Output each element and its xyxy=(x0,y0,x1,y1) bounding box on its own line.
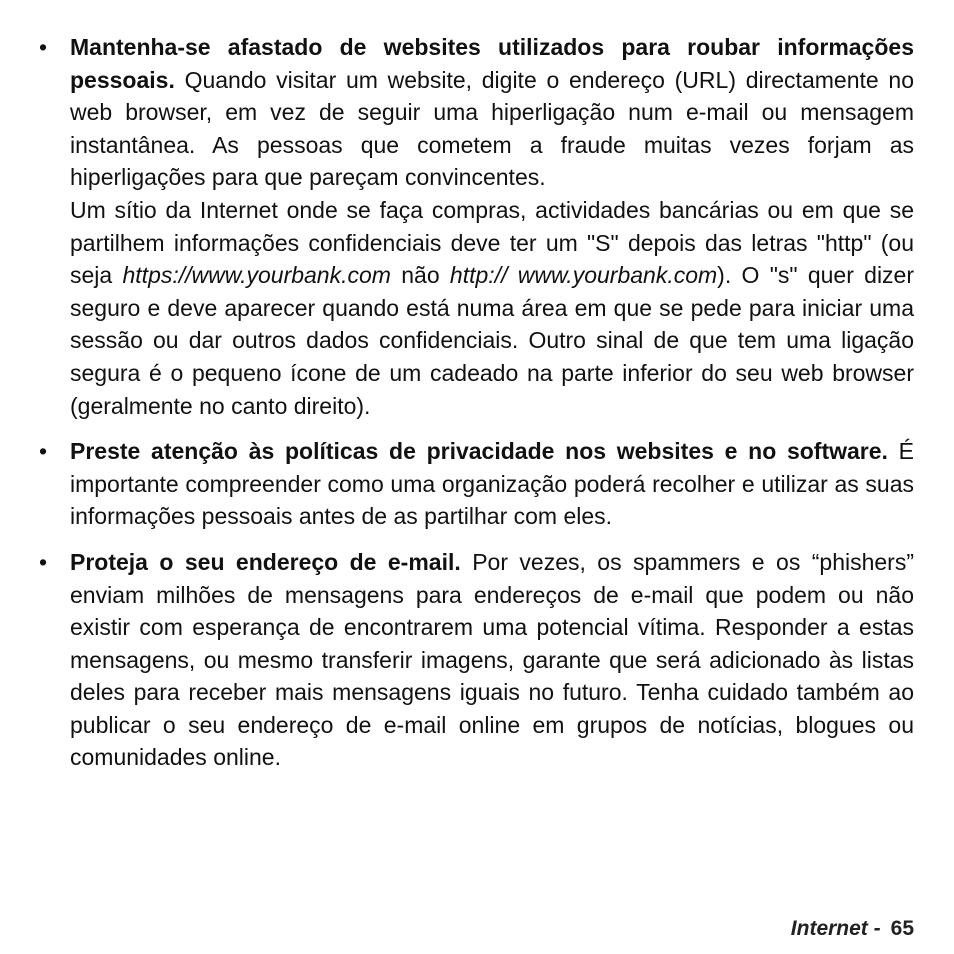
body-text: não xyxy=(390,262,450,289)
bold-lead: Preste atenção às políticas de privacidade nos websites e no software. xyxy=(70,438,888,465)
bullet-list xyxy=(36,31,914,787)
body-text: ). O "s" quer dizer seguro e deve aparecer quando está numa área em que se pede para iniciar uma sessão ou dar outros dados confidenciais. Outro sinal de que tem uma ligação segura é o pequeno ícone de um cadeado na parte inferior do seu web browser (geralmente no canto direito). xyxy=(70,262,915,419)
page-footer xyxy=(791,914,914,944)
bold-lead: Mantenha-se afastado de websites utilizados para roubar informações pessoais. xyxy=(70,34,914,93)
bold-lead: Proteja o seu endereço de e-mail. xyxy=(70,548,461,575)
body-text: Quando visitar um website, digite o endereço (URL) directamente no web browser, em vez de seguir uma hiperligação num e-mail ou mensagem instantânea. As pessoas que cometem a fraude muitas vezes forjam as hiperligações para que pareçam convincentes. xyxy=(70,66,914,191)
paragraph xyxy=(70,194,914,422)
url-example-insecure: http:// www.yourbank.com xyxy=(449,262,718,289)
footer-section-name: Internet xyxy=(790,917,868,940)
bullet-marker: • xyxy=(39,34,48,60)
bullet-marker: • xyxy=(39,548,48,575)
footer-separator: - xyxy=(867,917,881,940)
body-text: É importante compreender como uma organização poderá recolher e utilizar as suas informações pessoais antes de as partilhar com eles. xyxy=(70,438,914,530)
paragraph xyxy=(70,546,914,774)
bullet-marker: • xyxy=(39,438,48,465)
body-text: Por vezes, os spammers e os “phishers” enviam milhões de mensagens para endereços de e-mail que podem ou não existir com esperança de encontrarem uma potencial vítima. Responder a estas mensagens, ou mesmo transferir imagens, garante que será adicionado às listas deles para receber mais mensagens iguais no futuro. Tenha cuidado também ao publicar o seu endereço de e-mail online em grupos de notícias, blogues ou comunidades online. xyxy=(70,548,914,771)
url-example-secure: https://www.yourbank.com xyxy=(122,262,391,289)
bullet-item-phishing-websites xyxy=(36,31,914,422)
body-text: Um sítio da Internet onde se faça compras, actividades bancárias ou em que se partilhem informações confidenciais deve ter um "S" depois das letras "http" (ou seja xyxy=(70,196,914,289)
paragraph xyxy=(70,31,914,194)
bullet-item-privacy-policies xyxy=(36,435,914,533)
bullet-item-protect-email xyxy=(36,546,914,774)
page-number: 65 xyxy=(890,917,914,940)
paragraph xyxy=(70,435,914,533)
